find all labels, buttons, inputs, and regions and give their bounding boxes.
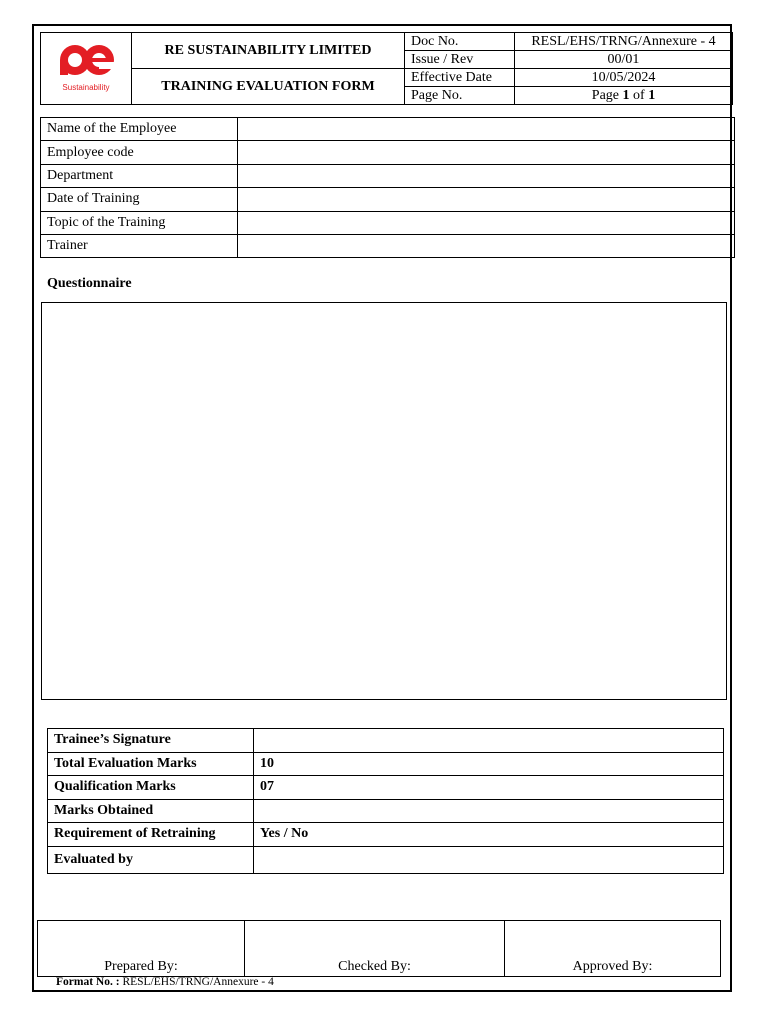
questionnaire-heading: Questionnaire [47, 276, 132, 291]
employee-info-table [40, 117, 735, 258]
page-word: Page [591, 87, 620, 103]
eval-label: Marks Obtained [48, 799, 254, 823]
table-row [41, 234, 735, 257]
training-topic-field[interactable] [238, 211, 735, 234]
info-label: Department [41, 164, 238, 187]
page-current: 1 [622, 87, 630, 103]
info-label: Date of Training [41, 188, 238, 211]
doc-no-label: Doc No. [405, 33, 515, 51]
eval-label: Total Evaluation Marks [48, 752, 254, 776]
table-row [48, 846, 724, 873]
checked-by-cell[interactable]: Checked By: [245, 921, 505, 977]
trainer-field[interactable] [238, 234, 735, 257]
qualification-marks-value: 07 [254, 776, 724, 800]
eval-label: Qualification Marks [48, 776, 254, 800]
table-row [41, 164, 735, 187]
marks-obtained-field[interactable] [254, 799, 724, 823]
table-row [41, 211, 735, 234]
info-label: Employee code [41, 141, 238, 164]
eval-label: Evaluated by [48, 846, 254, 873]
company-name: RE SUSTAINABILITY LIMITED [132, 33, 405, 69]
info-label: Topic of the Training [41, 211, 238, 234]
info-label: Name of the Employee [41, 118, 238, 141]
effective-date-label: Effective Date [405, 69, 515, 87]
page-total: 1 [648, 87, 656, 103]
format-value: RESL/EHS/TRNG/Annexure - 4 [122, 976, 274, 988]
logo-subtitle: Sustainability [62, 83, 110, 92]
questionnaire-box[interactable] [41, 302, 727, 700]
evaluation-table [47, 728, 724, 874]
issue-rev-value: 00/01 [515, 51, 733, 69]
doc-no-value: RESL/EHS/TRNG/Annexure - 4 [515, 33, 733, 51]
table-row [48, 752, 724, 776]
table-row [48, 776, 724, 800]
page-no-value [515, 87, 733, 105]
info-label: Trainer [41, 234, 238, 257]
signature-table [37, 920, 721, 977]
eval-label: Requirement of Retraining [48, 823, 254, 847]
training-date-field[interactable] [238, 188, 735, 211]
table-row [41, 141, 735, 164]
format-number [56, 976, 274, 988]
evaluated-by-field[interactable] [254, 846, 724, 873]
page-no-label: Page No. [405, 87, 515, 105]
table-row [48, 729, 724, 753]
logo-cell [41, 33, 132, 105]
form-title: TRAINING EVALUATION FORM [132, 69, 405, 105]
table-row [48, 799, 724, 823]
approved-by-cell[interactable]: Approved By: [505, 921, 721, 977]
total-marks-value: 10 [254, 752, 724, 776]
department-field[interactable] [238, 164, 735, 187]
issue-rev-label: Issue / Rev [405, 51, 515, 69]
employee-name-field[interactable] [238, 118, 735, 141]
effective-date-value: 10/05/2024 [515, 69, 733, 87]
employee-code-field[interactable] [238, 141, 735, 164]
eval-label: Trainee’s Signature [48, 729, 254, 753]
table-row [48, 823, 724, 847]
retraining-field[interactable]: Yes / No [254, 823, 724, 847]
trainee-signature-field[interactable] [254, 729, 724, 753]
re-logo-icon [55, 38, 117, 94]
prepared-by-cell[interactable]: Prepared By: [38, 921, 245, 977]
table-row [41, 118, 735, 141]
header-table [40, 32, 733, 105]
page-of: of [633, 87, 645, 103]
format-label: Format No. : [56, 976, 120, 988]
table-row [41, 188, 735, 211]
